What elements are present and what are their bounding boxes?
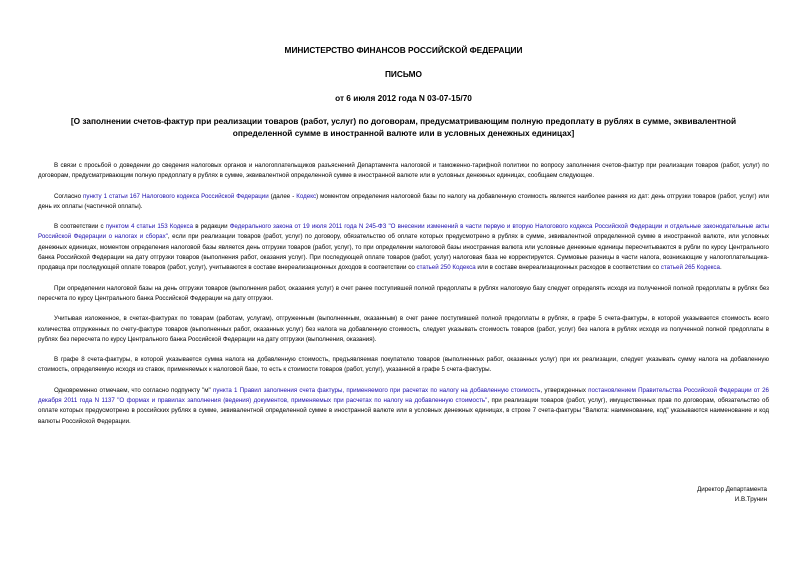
link-government-resolution-1137[interactable]: постановлением Правительства Российской Федерации от 26 декабря 2011 года N 1137 "О формах и правилах заполнения (ведения) документов, применяемых при расчетах по налогу на добавленную стоимость" bbox=[38, 386, 769, 405]
paragraph-7 bbox=[38, 386, 769, 427]
document-subject: [О заполнении счетов-фактур при реализации товаров (работ, услуг) по договорам, предусматривающим полную предоплату в рублях в сумме, эквивалентной определенной сумме в иностранной валюте или в условных денежных единицах] bbox=[70, 116, 737, 138]
paragraph-5: Учитывая изложенное, в счетах-фактурах по товарам (работам, услугам), отгруженным (выполненным, оказанным) в счет ранее поступившей полной предоплаты в рублях, в графе 5 счета-фактуры, в которой указывается стоимость всего количества отгруженных по счету-фактуре товаров (выполненных работ, оказанных услуг) без налога на добавленную стоимость, следует указывать стоимость товаров (работ, услуг) без налога в рублях исходя из полученной полной предоплаты в рублях без пересчета по курсу Центрального банка Российской Федерации на дату отгрузки (выполнения, оказания). bbox=[38, 315, 769, 343]
document-header bbox=[38, 0, 769, 139]
paragraph-3-text: или в составе внереализационных расходов в соответствии со bbox=[475, 264, 661, 272]
signature-name: И.В.Трунин bbox=[734, 496, 767, 503]
document-date-number: от 6 июля 2012 года N 03-07-15/70 bbox=[335, 93, 472, 103]
paragraph-2 bbox=[38, 192, 769, 213]
link-article-153[interactable]: пунктом 4 статьи 153 Кодекса bbox=[105, 223, 194, 231]
paragraph-6: В графе 8 счета-фактуры, в которой указывается сумма налога на добавленную стоимость, предъявляемая покупателю товаров (выполненных работ, оказанных услуг) при их реализации, следует указывать сумму налога на добавленную стоимость, определяемую исходя из ставок, применяемых к налоговой базе, то есть к стоимости товаров (работ, услуг), указанной в графе 5 счета-фактуры. bbox=[38, 356, 769, 374]
ministry-title: МИНИСТЕРСТВО ФИНАНСОВ РОССИЙСКОЙ ФЕДЕРАЦИИ bbox=[284, 45, 523, 55]
paragraph-3-text: в редакции bbox=[193, 223, 230, 231]
paragraph-3-text: . bbox=[719, 264, 722, 272]
document-body bbox=[38, 161, 769, 427]
signature-block bbox=[697, 485, 767, 505]
paragraph-3-text: , если при реализации товаров (работ, услуг) по договору, обязательство об оплате которых предусмотрено в рублях в сумме, эквивалентной определенной сумме в иностранной валюте, или условных денежных единицах, моментом определения налоговой базы является день отгрузки товаров (работ, услуг), то при определении налоговой базы иностранная валюта или условные денежные единицы пересчитываются в рубли по курсу Центрального банка Российской Федерации на дату отгрузки товаров (выполнения работ, оказания услуг). При последующей оплате товаров (работ, услуг) налоговая база не корректируется. Суммовые разницы в части налога, возникающие у налогоплательщика-продавца при последующей оплате товаров (работ, услуг), учитываются в составе внереализационных доходов в соответствии со bbox=[38, 233, 769, 272]
link-article-265[interactable]: статьей 265 Кодекса bbox=[660, 264, 720, 272]
link-article-250[interactable]: статьей 250 Кодекса bbox=[416, 264, 476, 272]
link-rules-invoice[interactable]: пункта 1 Правил заполнения счета фактуры, применяемого при расчетах по налогу на добавленную стоимость bbox=[212, 386, 541, 394]
paragraph-1: В связи с просьбой о доведении до сведения налоговых органов и налогоплательщиков разъяснений Департамента налоговой и таможенно-тарифной политики по вопросу заполнения счетов-фактур при реализации товаров (работ, услуг) по договорам, предусматривающим полную предоплату в рублях в сумме, эквивалентной определенной сумме в иностранной валюте или в условных денежных единицах, сообщаем следующее. bbox=[38, 162, 769, 180]
paragraph-7-text: , при реализации товаров (работ, услуг), имущественных прав по договорам, обязательство об оплате которых предусмотрено в российских рублях в сумме, эквивалентной определенной сумме в иностранной валюте или в условных денежных единицах, в строке 7 счета-фактуры "Валюта: наименование, код" указываются наименование и код валюты Российской Федерации. bbox=[38, 397, 769, 425]
paragraph-3-text: В соответствии с bbox=[54, 223, 106, 231]
paragraph-2-text: Согласно bbox=[54, 192, 83, 200]
paragraph-7-text: , утвержденных bbox=[540, 386, 589, 394]
paragraph-4: При определении налоговой базы на день отгрузки товаров (выполнения работ, оказания услуг) в счет ранее поступившей полной предоплаты в рублях налоговую базу следует определять исходя из полученной полной предоплаты в рублях без пересчета по курсу Центрального банка Российской Федерации на дату отгрузки. bbox=[38, 284, 769, 302]
paragraph-3 bbox=[38, 222, 769, 273]
paragraph-2-text: (далее - bbox=[268, 192, 297, 200]
link-federal-law-245[interactable]: Федерального закона от 19 июля 2011 года N 245-ФЗ "О внесении изменений в части первую и вторую Налогового кодекса Российской Федерации и отдельные законодательные акты Российской Федерации о налогах и сборах" bbox=[38, 223, 769, 241]
paragraph-7-text: Одновременно отмечаем, что согласно подпункту "м" bbox=[54, 386, 213, 394]
link-article-167[interactable]: пункту 1 статьи 167 Налогового кодекса Российской Федерации bbox=[83, 192, 269, 200]
signature-position: Директор Департамента bbox=[697, 486, 767, 493]
paragraph-2-text: ) моментом определения налоговой базы по налогу на добавленную стоимость является наиболее ранняя из дат: день отгрузки товаров (работ, услуг) или день их оплаты (частичной оплаты). bbox=[38, 192, 769, 210]
document-type: ПИСЬМО bbox=[384, 69, 423, 79]
link-code[interactable]: Кодекс bbox=[296, 192, 317, 200]
